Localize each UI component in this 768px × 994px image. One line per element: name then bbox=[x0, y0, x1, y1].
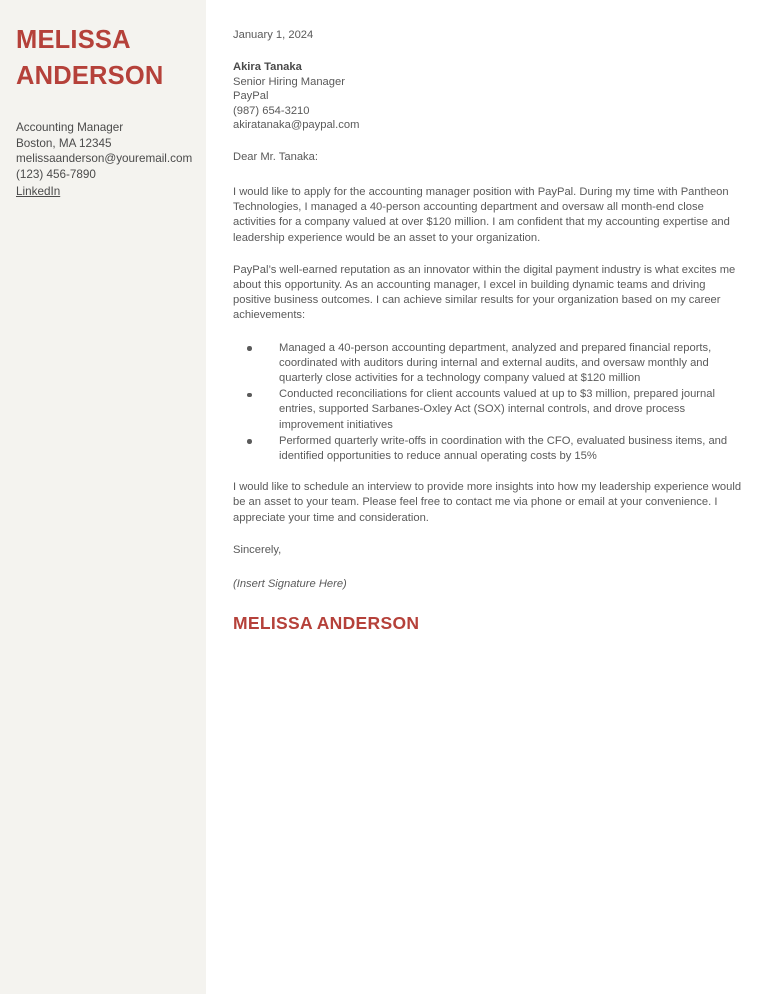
achievement-item bbox=[233, 387, 744, 433]
contact-job-title: Accounting Manager bbox=[16, 121, 124, 134]
achievement-item bbox=[233, 341, 744, 387]
recipient-name: Akira Tanaka bbox=[233, 61, 302, 73]
applicant-name-block bbox=[16, 22, 194, 94]
recipient-block bbox=[233, 60, 744, 133]
recipient-phone: (987) 654-3210 bbox=[233, 104, 310, 117]
contact-info-list bbox=[16, 120, 194, 200]
letter-date: January 1, 2024 bbox=[233, 29, 314, 41]
bullet-dot-icon bbox=[247, 393, 252, 398]
salutation: Dear Mr. Tanaka: bbox=[233, 150, 318, 163]
achievements-list bbox=[233, 341, 744, 465]
bullet-dot-icon bbox=[247, 346, 252, 351]
applicant-last-name: ANDERSON bbox=[16, 62, 164, 90]
closing-paragraph: I would like to schedule an interview to provide more insights into how my leadership experience would be an asset to your team. Please feel free to contact me via phone or email at your convenience. I appreciate your time and consideration. bbox=[233, 481, 742, 524]
signature-name: MELISSA ANDERSON bbox=[233, 612, 420, 633]
sign-off: Sincerely, bbox=[233, 543, 282, 556]
sidebar bbox=[0, 0, 206, 994]
body-paragraph-1: I would like to apply for the accounting manager position with PayPal. During my time with Pantheon Technologies, I managed a 40-person accounting department and oversaw all month-end close activities for a company valued at over $120 million. I am confident that my accounting expertise and leadership experience would be an asset to your organization. bbox=[233, 185, 730, 244]
achievement-text: Managed a 40-person accounting department, analyzed and prepared financial reports, coordinated with auditors during internal and external audits, and oversaw monthly and quarterly close activities for a technology company valued at $120 million bbox=[279, 341, 712, 384]
signature-placeholder: (Insert Signature Here) bbox=[233, 577, 347, 590]
contact-linkedin-row bbox=[16, 182, 194, 200]
recipient-company: PayPal bbox=[233, 90, 269, 103]
achievement-item bbox=[233, 434, 744, 464]
achievement-text: Performed quarterly write-offs in coordination with the CFO, evaluated business items, and identified opportunities to reduce annual operating costs by 15% bbox=[279, 434, 728, 463]
contact-email: melissaanderson@youremail.com bbox=[16, 152, 193, 166]
recipient-email: akiratanaka@paypal.com bbox=[233, 119, 360, 132]
achievement-text: Conducted reconciliations for client accounts valued at up to $3 million, prepared journal entries, supported Sarbanes-Oxley Act (SOX) internal controls, and drove process improvement initiatives bbox=[279, 388, 715, 431]
letter-body bbox=[206, 0, 768, 994]
applicant-first-name: MELISSA bbox=[16, 26, 131, 54]
contact-location: Boston, MA 12345 bbox=[16, 136, 112, 150]
bullet-dot-icon bbox=[247, 439, 252, 444]
recipient-title: Senior Hiring Manager bbox=[233, 75, 345, 88]
contact-phone: (123) 456-7890 bbox=[16, 167, 96, 181]
body-paragraph-2: PayPal’s well-earned reputation as an innovator within the digital payment industry is what excites me about this opportunity. As an accounting manager, I excel in building dynamic teams and driving positive business outcomes. I can achieve similar results for your organization based on my career achievements: bbox=[233, 263, 736, 322]
contact-linkedin-link[interactable]: LinkedIn bbox=[16, 185, 61, 199]
